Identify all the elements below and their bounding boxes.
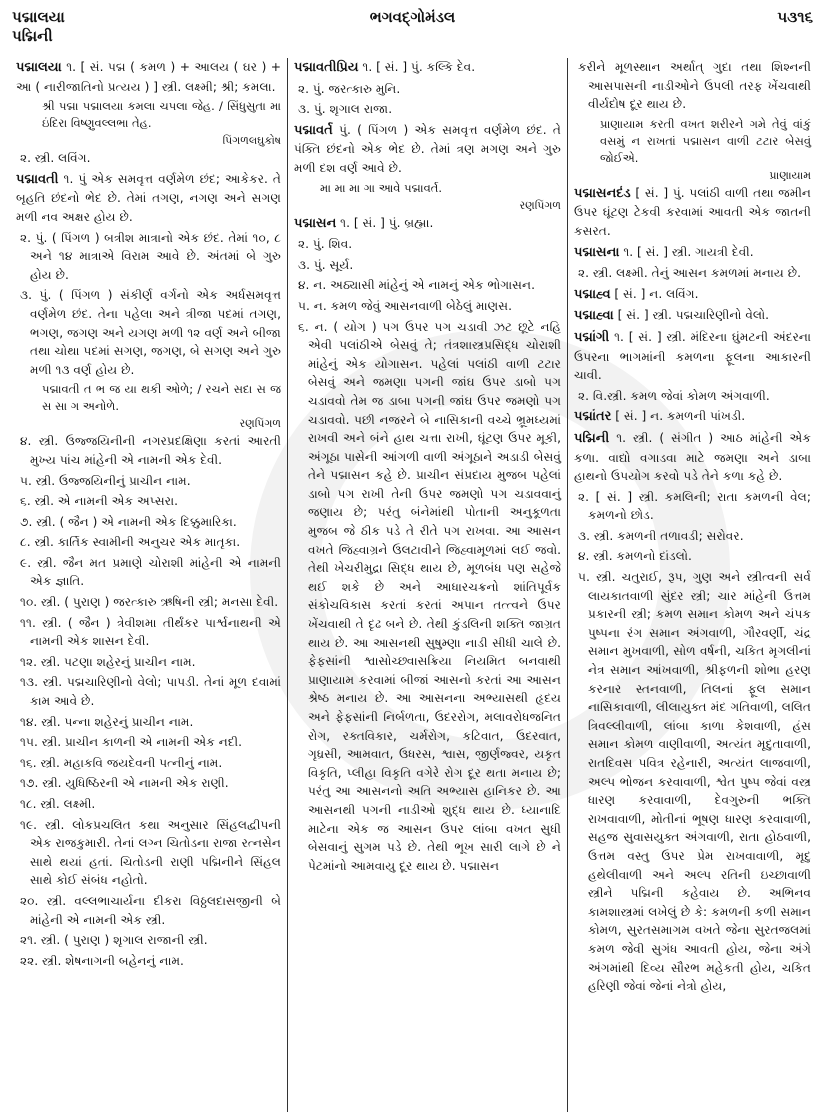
definition-text: ૧. [ સં. ] સ્ત્રી. મંદિરના ઘુંમટની અંદરના ઉપરના ભાગમાંની કમળના ફૂલના આકારની ચાવી. [574, 329, 811, 383]
dictionary-columns [10, 58, 817, 1112]
definition-text: ૧૫. સ્ત્રી. પ્રાચીન કાળની એ નામની એક નદી. [20, 735, 243, 750]
definition-text: ૧૮. સ્ત્રી. લક્ષ્મી. [20, 797, 96, 811]
dictionary-entry [574, 243, 811, 263]
quote-text: મા મા મા ગા આવે પદ્માવર્ત. [320, 180, 443, 195]
definition-text: ૧૯. સ્ત્રી. લોકપ્રચલિત કથા અનુસાર સિંહલદ્વીપની એક રાજકુમારી. તેનાં લગ્ન ચિતોડના રાજા રત્નસેન સાથે થયાં હતાં. ચિતોડની રાણી પદ્મિનીને સિંહલ સાથે કોઈ સંબંધ નહોતો. [20, 817, 281, 888]
definition-text: ૩. સ્ત્રી. કમળની તળાવડી; સરોવર. [578, 528, 744, 543]
quote-text: પદ્માવતી ત ભ જ યા થકી ઓળે; / રચને સદા સ જ સ સા ગ અનોળે. [42, 382, 281, 414]
dictionary-entry [574, 328, 811, 385]
entry-sense [574, 488, 811, 525]
definition-text: ૫. સ્ત્રી. ઉજ્જયિનીનું પ્રાચીન નામ. [20, 473, 191, 488]
definition-text: [ સં. ] ન. લવિંગ. [614, 286, 699, 301]
entry-sense [294, 318, 561, 876]
headword: પદ્માવતી [16, 171, 59, 187]
page-number: ૫૩૧૬ [777, 8, 813, 26]
definition-text: ૨. સ્ત્રી. લવિંગ. [20, 151, 91, 166]
definition-text: ૪. સ્ત્રી. કમળનો દાંડલો. [578, 549, 692, 564]
headword: પદ્માવર્ત [294, 122, 333, 138]
entry-sense [574, 58, 811, 114]
quote-source: પિંગળલઘુકોષ [222, 134, 281, 148]
headword: પદ્મિની [574, 430, 610, 446]
dictionary-entry [294, 58, 561, 78]
entry-sense [16, 554, 281, 591]
definition-text: [ સં. ] સ્ત્રી. પદ્મચારિણીનો વેલો. [617, 308, 770, 323]
entry-sense [574, 568, 811, 996]
headword: પદ્માસનદંડ [574, 185, 631, 201]
entry-sense [574, 387, 811, 406]
dictionary-entry [16, 58, 281, 96]
entry-sense [294, 80, 561, 99]
quote-source: પ્રાણાયામ [769, 168, 811, 182]
definition-text: ૨. સ્ત્રી. લક્ષ્મી. તેનું આસન કમળમાં મનાય છે. [578, 266, 802, 281]
definition-text: ૨૦. સ્ત્રી. વલ્લભાચાર્યના દીકરા વિઠ્ઠલદાસજીની બે માંહેની એ નામની એક સ્ત્રી. [20, 893, 281, 927]
headword: પદ્માવતીપ્રિય [294, 60, 359, 75]
entry-sense [16, 593, 281, 612]
definition-text: ૩. પું. શૃગાલ રાજા. [298, 102, 393, 117]
definition-text: ૮. સ્ત્રી. કાર્તિક સ્વામીની અનુચર એક માતૃકા. [20, 535, 241, 550]
definition-text: ૨. પું. ( પિંગળ ) બત્રીશ માત્રાનો એક છંદ. તેમાં ૧૦, ૮ અને ૧૪ માત્રાએ વિરામ આવે છે. અંતમાં બે ગુરુ હોય છે. [20, 230, 281, 282]
definition-text: ૧૨. સ્ત્રી. પટણા શહેરનું પ્રાચીન નામ. [20, 654, 196, 669]
definition-text: ૯. સ્ત્રી. જૈન મત પ્રમાણે ચોરાશી માંહેની એ નામની એક જ્ઞાતિ. [20, 555, 281, 589]
dictionary-entry [574, 407, 811, 427]
definition-text: ૧. સ્ત્રી. ( સંગીત ) આઠ માંહેની એક કળા. વાદ્યો વગાડવા માટે જમણા અને ડાબા હાથનો ઉપયોગ કરવો પડે તેને કળા કહે છે. [574, 430, 811, 484]
guide-word-top: પદ્માલયા [12, 8, 65, 26]
quote-source: રણપિંગળ [239, 417, 281, 431]
entry-sense [16, 952, 281, 971]
definition-text: ૨. [ સં. ] સ્ત્રી. કમલિની; રાતા કમળની વેલ; કમળનો છોડ. [578, 489, 811, 523]
definition-text: ૬. ન. ( યોગ ) પગ ઉપર પગ ચડાવી ઝટ છૂટે નહિ એવી પલાંઠીએ બેસવું તે; તંત્રશાસ્ત્રપ્રસિદ્ધ ચોરાશી માંહેનું એક યોગાસન. પહેલાં પલાંઠી વાળી ટટાર બેસવું અને જમણા પગની જાંઘ ઉપર ડાબો પગ ચડાવવો તેમ જ ડાબા પગની જાંઘ ઉપર જમણો પગ ચડાવવો. પછી નજરને બે નાસિકાની વચ્ચે ભ્રૂમધ્યમાં રાખવી અને બંને હાથ ચત્તા રાખી, ઘૂંટણ ઉપર મૂકી, અંગૂઠા પાસેની આંગળી વાળી અંગૂઠાને અડાડી બેસવું તેને પદ્માસન કહે છે. પ્રાચીન સંપ્રદાય મુજબ પહેલાં ડાબો પગ રાખી તેની ઉપર જમણો પગ ચડાવવાનું જણાય છે; પરંતુ બંનેમાંથી પોતાની અનુકૂળતા મુજબ જે ઠીક પડે તે રીતે પગ રાખવા. આ આસન વખતે જિહ્વાગ્રને ઉલટાવીને જિહ્વામૂળમાં લઈ જવો. તેથી ખેચરીમુદ્રા સિદ્ધ થાય છે, મૂળબંધ પણ સહેજે થઈ શકે છે અને આધારચક્રનો શાંતિપૂર્વક સંકોચવિકાસ કરતાં કરતાં અપાન તત્ત્વને ઉપર ખેંચવાથી તે દૃઢ બને છે. તેથી કુંડલિની શક્તિ જાગ્રત થાય છે. આ આસનથી સુષુમ્ણા નાડી સીધી ચાલે છે. ફેફસાંની શ્વાસોચ્છ્વાસક્રિયા નિયમિત બનવાથી પ્રાણાયામ કરવામાં બીજાં આસનો કરતાં આ આસન શ્રેષ્ઠ મનાય છે. આ આસનના અભ્યાસથી હૃદય અને ફેફસાંની નિર્બળતા, ઉદરરોગ, મલાવરોધજનિત રોગ, રક્તવિકાર, ચર્મરોગ, કટિવાત, ઉદરવાત, ગૃધ્રસી, આમવાત, ઉધરસ, શ્વાસ, જીર્ણજ્વર, યકૃત વિકૃતિ, પ્લીહા વિકૃતિ વગેરે રોગ દૂર થતા મનાય છે; પરંતુ આ આસનનો અતિ અભ્યાસ હાનિકર છે. આ આસનથી પગની નાડીઓ શુદ્ધ થાય છે. ધ્યાનાદિ માટેના એક જ આસન ઉપર લાંબા વખત સુધી બેસવાનું સુગમ પડે છે. તેથી ભૂખ સારી લાગે છે ને પેટમાંનો આમવાયુ દૂર થાય છે. પદ્માસન [298, 319, 561, 873]
entry-sense [574, 264, 811, 283]
entry-sense [294, 256, 561, 275]
quote-text: શ્રી પદ્મા પદ્માલયા કમલા ચપલા જેહ. / સિંધુસુતા મા ઇંદિરા વિષ્ણુવલ્લભા તેહ. [42, 99, 281, 131]
entry-sense [16, 472, 281, 491]
citation-quote [16, 381, 281, 432]
dictionary-entry [574, 285, 811, 305]
definition-text: ૧૦. સ્ત્રી. ( પુરાણ ) જરત્કારુ ઋષિની સ્ત્રી; મનસા દેવી. [20, 595, 279, 610]
definition-text: ૧. પું એક સમવૃત્ત વર્ણમેળ છંદ; આકેકર. તે બૃહતિ છંદનો ભેદ છે. તેમાં તગણ, નગણ અને સગણ મળી નવ અક્ષર હોય છે. [16, 171, 282, 224]
quote-text: પ્રાણાયામ કરતી વખત શરીરને ગમે તેવું વાંકું વસમું ન રાખતાં પદ્માસન વાળી ટટાર બેસવું જોઈએ. [600, 116, 811, 165]
guide-word-bottom: પદ્મિની [12, 27, 53, 45]
definition-text: [ સં. ] ન. કમળની પાંખડી. [615, 409, 746, 424]
dictionary-entry [574, 306, 811, 326]
column-right [568, 58, 817, 1112]
column-left [10, 58, 288, 1112]
headword: પદ્માંતર [574, 409, 612, 425]
dictionary-entry [574, 429, 811, 486]
entry-sense [16, 754, 281, 773]
dictionary-entry [294, 214, 561, 234]
definition-text: ૩. પું. સૂર્ય. [298, 257, 354, 272]
citation-quote [294, 180, 561, 214]
entry-sense [16, 149, 281, 168]
definition-text: ૧. [ સં. પદ્મ ( કમળ ) + આલય ( ઘર ) + આ ( નારીજાતિનો પ્રત્યય ) ] સ્ત્રી. લક્ષ્મી; શ્રી; કમલા. [16, 60, 282, 94]
definition-text: [ સં. ] પું. પલાંઠી વાળી તથા જમીન ઉપર ઘૂંટણ ટેકવી કરવામાં આવતી એક જાતની કસરત. [574, 185, 812, 238]
page-header [12, 8, 813, 52]
definition-text: ૧૬. સ્ત્રી. મહાકવિ જયદેવની પત્નીનું નામ. [20, 755, 223, 770]
definition-text: ૬. સ્ત્રી. એ નામની એક અપ્સરા. [20, 494, 178, 509]
definition-text: ૧. [ સં. ] સ્ત્રી. ગાયત્રી દેવી. [623, 244, 754, 259]
definition-text: ૪. ન. અઠ્યાસી માંહેનું એ નામનું એક ભોગાસન. [298, 278, 535, 293]
dictionary-entry [574, 184, 811, 241]
entry-sense [16, 432, 281, 469]
entry-sense [16, 795, 281, 814]
definition-text: ૩. પું. ( પિંગળ ) સંકીર્ણ વર્ગનો એક અર્ધસમવૃત્ત વર્ણમેળ છંદ. તેના પહેલા અને ત્રીજા પદમાં તગણ, ભગણ, જગણ અને યગણ મળી ૧૨ વર્ણ અને બીજા તથા ચોથા પદમાં સગણ, જગણ, બે સગણ અને ગુરુ મળી ૧૩ વર્ણ હોય છે. [20, 288, 281, 377]
definition-text: ૧૪. સ્ત્રી. પન્ના શહેરનું પ્રાચીન નામ. [20, 714, 194, 729]
definition-text: ૧૧. સ્ત્રી. ( જૈન ) ત્રેવીશમા તીર્થંકર પાર્શ્વનાથની એ નામની એક શાસન દેવી. [20, 615, 281, 649]
entry-sense [16, 774, 281, 793]
entry-sense [16, 733, 281, 752]
dictionary-entry [294, 121, 561, 178]
entry-sense [16, 286, 281, 379]
entry-sense [16, 513, 281, 532]
headword: પદ્માહ્વા [574, 308, 614, 324]
citation-quote [574, 116, 811, 184]
definition-text: કરીને મૂળસ્થાન અર્થાત્ ગુદા તથા શિશ્નની આસપાસની નાડીઓને ઉપલી તરફ ખેંચવાથી વીર્યદોષ દૂર થાય છે. [578, 60, 811, 112]
entry-sense [294, 100, 561, 119]
entry-sense [16, 816, 281, 890]
quote-source: રણપિંગળ [519, 198, 561, 212]
definition-text: ૧૩. સ્ત્રી. પદ્મચારિણીનો વેલો; પાપડી. તેનાં મૂળ દવામાં કામ આવે છે. [20, 675, 281, 709]
entry-sense [294, 297, 561, 316]
entry-sense [16, 931, 281, 950]
dictionary-entry [16, 170, 281, 227]
definition-text: ૫. ન. કમળ જેવું આસનવાળી બેઠેલું માણસ. [298, 298, 512, 313]
definition-text: પું. ( પિંગળ ) એક સમવૃત્ત વર્ણમેળ છંદ. તે પંક્તિ છંદનો એક ભેદ છે. તેમાં ત્રણ મગણ અને ગુરુ મળી દશ વર્ણ આવે છે. [294, 122, 561, 175]
definition-text: ૨૨. સ્ત્રી. શેષનાગની બહેનનું નામ. [20, 953, 184, 968]
definition-text: ૨. પું. જરત્કારુ મુનિ. [298, 81, 401, 96]
definition-text: ૧. [ સં. ] પું. બ્રહ્મા. [340, 215, 434, 230]
definition-text: ૫. સ્ત્રી. ચતુરાઈ, રૂપ, ગુણ અને સ્ત્રીત્વની સર્વ લાયકાતવાળી સુંદર સ્ત્રી; ચાર માંહેની ઉત્તમ પ્રકારની સ્ત્રી; કમળ સમાન કોમળ અને ચંપક પુષ્પના રંગ સમાન અંગવાળી, ગૌરવર્ણી, ચંદ્ર સમાન મુખવાળી, સોળ વર્ષની, ચકિત મૃગલીનાં નેત્ર સમાન આંખવાળી, શ્રીફળની શોભા હરણ કરનાર સ્તનવાળી, તિલનાં ફૂલ સમાન નાસિકાવાળી, લીલાયુક્ત મંદ ગતિવાળી, લલિત ત્રિવલ્લીવાળી, લાંબા કાળા કેશવાળી, હંસ સમાન કોમળ વાણીવાળી, અત્યંત મૃદુતાવાળી, રાતદિવસ પવિત્ર રહેનારી, અત્યંત લાજવાળી, અલ્પ ભોજન કરવાવાળી, શ્વેત પુષ્પ જેવાં વસ્ત્ર ધારણ કરવાવાળી, દેવગુરુની ભક્તિ રાખવાવાળી, મોતીનાં ભૂષણ ધારણ કરવાવાળી, સહજ સુવાસયુક્ત અંગવાળી, રાતા હોઠવાળી, ઉત્તમ વસ્તુ ઉપર પ્રેમ રાખવાવાળી, મૃદુ હથેલીવાળી અને અલ્પ રતિની ઇચ્છાવાળી સ્ત્રીને પદ્મિની કહેવાય છે. અભિનવ કામશાસ્ત્રમાં લખેલું છે કે: કમળની કળી સમાન કોમળ, સુરતસમાગમ વખતે જેના સુરતજલમાં કમળ જેવી સુગંધ આવતી હોય, જેના અંગે અંગમાંથી દિવ્ય સૌરભ મહેકતી હોય, ચકિત હરિણી જેવાં જેનાં નેત્રો હોય, [578, 570, 811, 994]
definition-text: ૧૭. સ્ત્રી. યુધિષ્ઠિરની એ નામની એક રાણી. [20, 776, 229, 791]
entry-sense [16, 892, 281, 929]
definition-text: ૨. પું. શિવ. [298, 237, 353, 252]
headword: પદ્માસન [294, 215, 337, 231]
entry-sense [16, 713, 281, 732]
entry-sense [16, 229, 281, 285]
entry-sense [16, 673, 281, 710]
definition-text: ૧. [ સં. ] પું. કલ્કિ દેવ. [362, 60, 476, 74]
column-middle [288, 58, 568, 1112]
entry-sense [16, 533, 281, 552]
entry-sense [16, 492, 281, 511]
headword: પદ્માંગી [574, 329, 610, 345]
headword: પદ્માહ્વ [574, 286, 611, 302]
entry-sense [16, 614, 281, 651]
entry-sense [574, 527, 811, 546]
definition-text: ૨૧. સ્ત્રી. ( પુરાણ ) શૃગાલ રાજાની સ્ત્રી. [20, 933, 208, 948]
book-title: ભગવદ્ગોમંડલ [369, 8, 456, 26]
entry-sense [574, 547, 811, 566]
entry-sense [16, 653, 281, 672]
definition-text: ૪. સ્ત્રી. ઉજ્જયિનીની નગરપ્રદક્ષિણા કરતાં આરતી મુખ્ય પાંચ માંહેની એ નામની એક દેવી. [20, 434, 281, 467]
definition-text: ૭. સ્ત્રી. ( જૈન ) એ નામની એક દિક્કુમારિકા. [20, 514, 237, 529]
entry-sense [294, 235, 561, 254]
citation-quote [16, 98, 281, 149]
entry-sense [294, 276, 561, 295]
headword: પદ્માસના [574, 244, 620, 260]
definition-text: ૨. વિ.સ્ત્રી. કમળ જેવાં કોમળ અંગવાળી. [578, 388, 770, 403]
headword: પદ્માલયા [16, 60, 62, 75]
